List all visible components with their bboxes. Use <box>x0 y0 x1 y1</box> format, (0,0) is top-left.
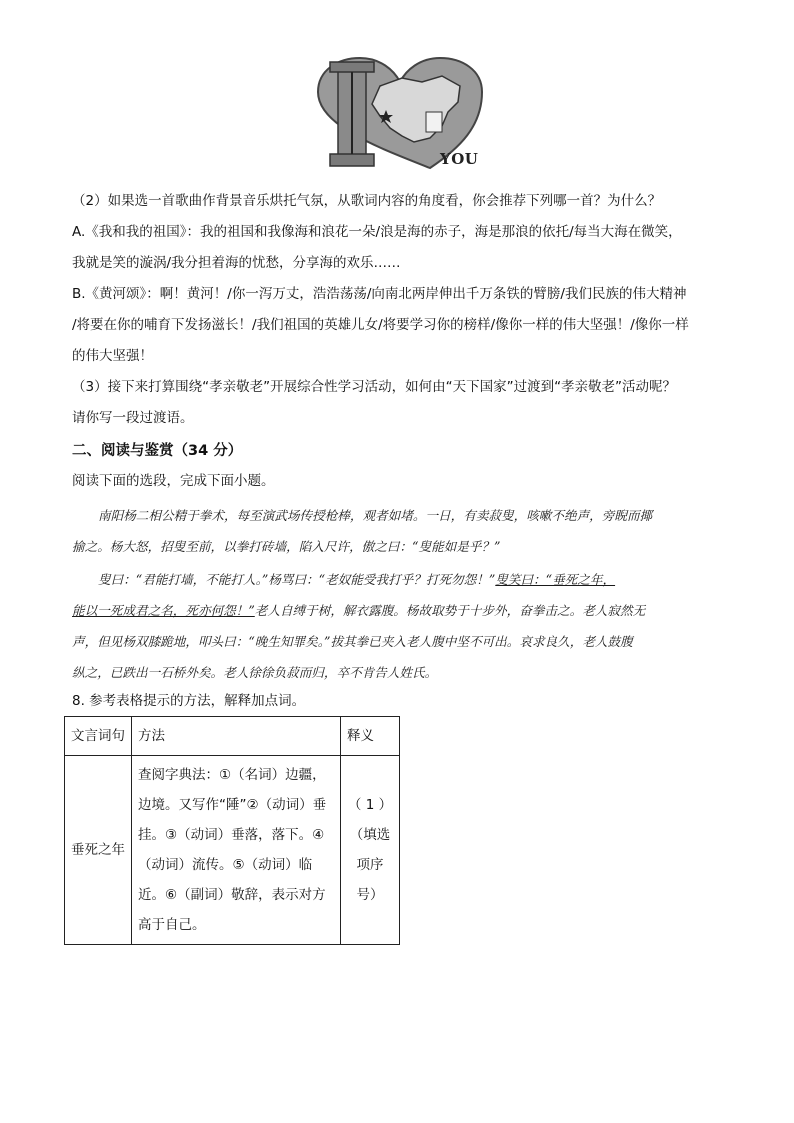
passage-line: 能以一死成君之名，死亦何怨！”老人自缚于树，解衣露腹。杨故取势于十步外，奋拳击之。老人寂然无 <box>72 603 646 618</box>
definition-table <box>64 716 400 945</box>
question-3-line: 请你写一段过渡语。 <box>72 410 194 426</box>
underlined-text: 叟笑曰：“垂死之年， <box>495 572 616 587</box>
passage-line: 纵之，已跌出一石桥外矣。老人徐徐负菽而归，卒不肯告人姓氏。 <box>72 665 438 680</box>
question-3 <box>72 372 732 434</box>
option-b <box>72 279 732 372</box>
option-b-line: /将要在你的哺育下发扬滋长！/我们祖国的英雄儿女/将要学习你的榜样/像你一样的伟大坚强！/像你一样 <box>72 317 689 333</box>
option-b-line: B.《黄河颂》：啊！黄河！/你一泻万丈，浩浩荡荡/向南北两岸伸出千万条铁的臂膀/我们民族的伟大精神 <box>72 286 687 302</box>
option-a <box>72 217 732 279</box>
section-instruction: 阅读下面的选段，完成下面小题。 <box>72 473 275 489</box>
option-a-line: 我就是笑的漩涡/我分担着海的忧愁，分享海的欢乐…… <box>72 255 401 271</box>
option-b-line: 的伟大坚强！ <box>72 348 153 364</box>
passage-line: 声，但见杨双膝跪地，叩头曰：“晚生知罪矣。”拔其拳已夹入老人腹中坚不可出。哀求良久，老人鼓腹 <box>72 634 633 649</box>
table-header-row <box>65 717 400 756</box>
option-a-line: A.《我和我的祖国》：我的祖国和我像海和浪花一朵/浪是海的赤子，海是那浪的依托/每当大海在微笑， <box>72 224 682 240</box>
header-cell-term: 文言词句 <box>65 717 132 756</box>
question-8: 8. 参考表格提示的方法，解释加点词。 <box>72 693 306 709</box>
question-2: （2）如果选一首歌曲作背景音乐烘托气氛，从歌词内容的角度看，你会推荐下列哪一首？为什么？ <box>72 193 662 209</box>
section-title: 二、阅读与鉴赏（34 分） <box>72 443 243 459</box>
header-cell-method: 方法 <box>132 717 341 756</box>
question-3-line: （3）接下来打算围绕“孝亲敬老”开展综合性学习活动，如何由“天下国家”过渡到“孝亲敬老”活动呢？ <box>72 379 677 395</box>
underlined-text: 能以一死成君之名，死亦何怨！” <box>72 603 255 618</box>
passage-line: 揄之。杨大怒，招叟至前，以拳打砖墙，陷入尺许，傲之曰：“叟能如是乎？” <box>72 539 501 554</box>
cell-answer: （ 1 ）（填选项序号） <box>341 756 400 945</box>
passage-line: 叟曰：“君能打墙，不能打人。”杨骂曰：“老奴能受我打乎？打死勿怨！”叟笑曰：“垂死之年， <box>98 572 616 587</box>
header-cell-meaning: 释义 <box>341 717 400 756</box>
passage-paragraph-1 <box>72 500 732 562</box>
cell-term: 垂死之年 <box>65 756 132 945</box>
table-row <box>65 756 400 945</box>
logo-you-text: YOU <box>440 150 479 168</box>
passage-line: 南阳杨二相公精于拳术，每至演武场传授枪棒，观者如堵。一日，有卖菽叟，咳嗽不绝声，旁睨而揶 <box>98 508 653 523</box>
passage-paragraph-2 <box>72 564 732 688</box>
cell-method: 查阅字典法：①（名词）边疆，边境。又写作“陲”②（动词）垂挂。③（动词）垂落，落下。④（动词）流传。⑤（动词）临近。⑥（副词）敬辞，表示对方高于自己。 <box>132 756 341 945</box>
